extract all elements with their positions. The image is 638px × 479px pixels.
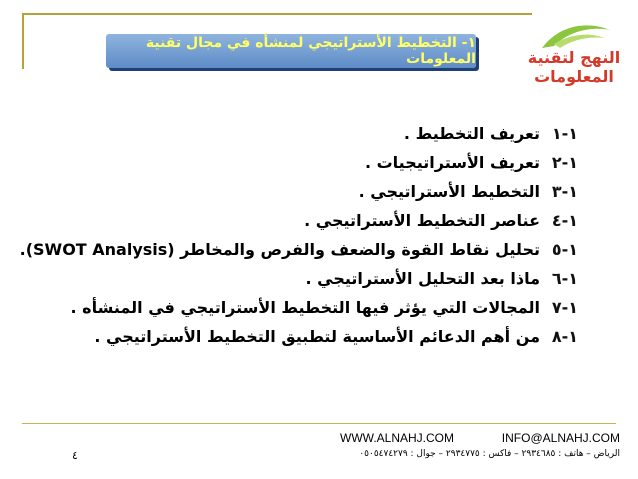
item-number: ١-١ <box>551 124 578 143</box>
item-text: المجالات التي يؤثر فيها التخطيط الأستراتيجي في المنشأه . <box>70 298 540 317</box>
top-frame-line <box>22 13 532 15</box>
item-text: تعريف التخطيط . <box>403 124 540 143</box>
list-item <box>58 269 578 298</box>
item-text: التخطيط الأستراتيجي . <box>358 182 540 201</box>
list-item <box>58 182 578 211</box>
list-item <box>19 240 578 269</box>
item-number: ١-٤ <box>551 211 578 230</box>
email-link[interactable]: INFO@ALNAHJ.COM <box>501 431 620 445</box>
footer-links <box>340 431 620 445</box>
item-text: ماذا بعد التحليل الأستراتيجي . <box>305 269 540 288</box>
list-item <box>58 153 578 182</box>
bottom-frame-line <box>22 423 616 424</box>
list-item <box>58 211 578 240</box>
list-item <box>58 124 578 153</box>
item-text: تحليل نقاط القوة والضعف والفرص والمخاطر (SWOT Analysis). <box>19 240 540 259</box>
item-number: ١-٢ <box>551 153 578 172</box>
item-number: ١-٧ <box>551 298 578 317</box>
footer-contact: الرياض – هاتف : ٢٩٣٤٦٨٥ – فاكس : ٢٩٣٤٧٧٥ – جوال : ٠٥٠٥٤٧٤٢٧٩ <box>359 449 620 459</box>
item-text: من أهم الدعائم الأساسية لتطبيق التخطيط الأستراتيجي . <box>94 327 540 346</box>
item-number: ١-٨ <box>551 327 578 346</box>
page-number: ٤ <box>72 449 78 462</box>
logo-text: النهج لتقنية المعلومات <box>527 48 621 86</box>
item-text: تعريف الأستراتيجيات . <box>364 153 540 172</box>
website-link[interactable]: WWW.ALNAHJ.COM <box>340 431 454 445</box>
topics-list <box>19 124 578 356</box>
item-number: ١-٣ <box>551 182 578 201</box>
item-number: ١-٦ <box>551 269 578 288</box>
item-text: عناصر التخطيط الأستراتيجي . <box>304 211 540 230</box>
slide-title: ١- التخطيط الأستراتيجي لمنشأه في مجال تقنية المعلومات <box>145 35 476 67</box>
item-number: ١-٥ <box>551 240 578 259</box>
left-frame-line <box>22 13 24 69</box>
title-banner <box>106 34 476 68</box>
list-item <box>58 327 578 356</box>
list-item <box>58 298 578 327</box>
